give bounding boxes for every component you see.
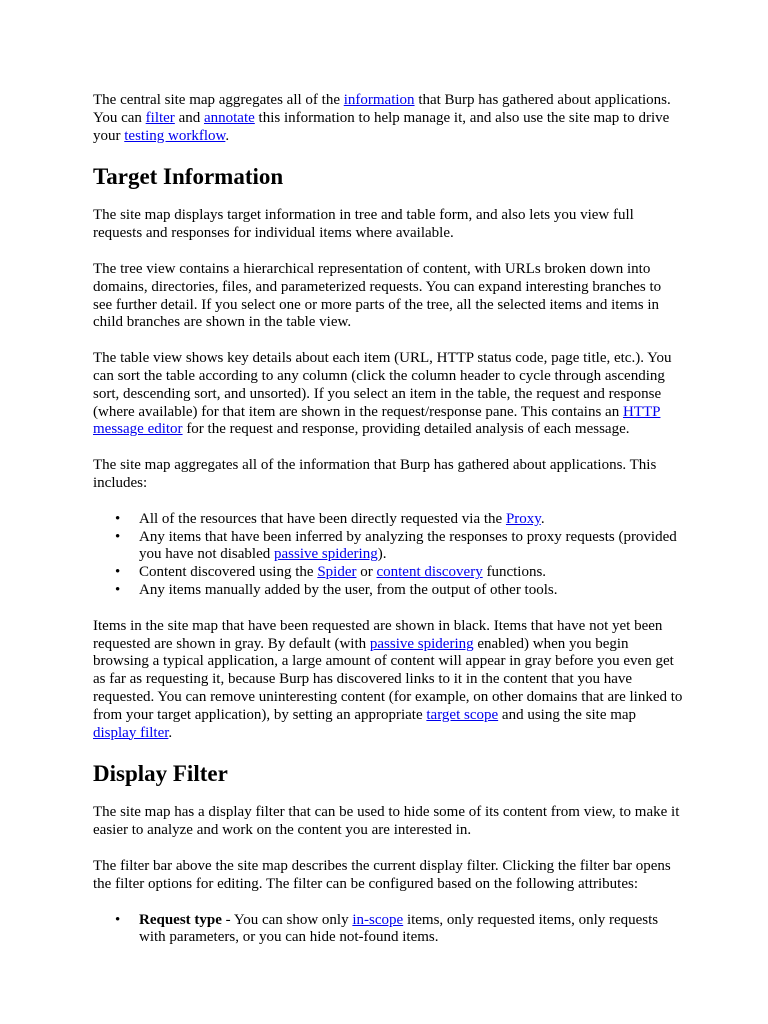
- site-map-includes-list: [93, 511, 683, 600]
- bullet: •: [115, 564, 121, 581]
- target-info-paragraph-1: The site map displays target information in tree and table form, and also lets you view full requests and responses for individual items where available.: [93, 207, 634, 242]
- in-scope-link[interactable]: in-scope: [352, 911, 404, 928]
- information-link[interactable]: information: [343, 92, 415, 108]
- intro-paragraph: [93, 92, 683, 145]
- filter-link[interactable]: filter: [145, 109, 175, 126]
- list-item: [93, 912, 683, 948]
- aggregates-paragraph: The site map aggregates all of the information that Burp has gathered about applications. This includes:: [93, 457, 657, 491]
- list-item-text: items, only requested items, only requests with parameters, or you can hide not-found items.: [139, 911, 659, 946]
- testing-workflow-link[interactable]: testing workflow: [124, 127, 226, 144]
- target-information-heading: Target Information: [93, 164, 284, 190]
- list-item: [93, 582, 683, 600]
- passive-spidering-link[interactable]: passive spidering: [369, 635, 474, 652]
- proxy-link[interactable]: Proxy: [505, 510, 541, 527]
- paragraph-text: and using the site map: [498, 706, 637, 723]
- list-item-text: .: [540, 510, 545, 527]
- intro-text: .: [225, 127, 230, 144]
- requested-items-paragraph: [93, 618, 683, 743]
- request-type-label: Request type: [139, 911, 222, 928]
- display-filter-heading: Display Filter: [93, 761, 228, 787]
- list-item: [93, 564, 683, 582]
- paragraph-text: Items in the site map that have been requested are shown in black. Items that have not yet been requested are shown in gray. By default (with: [93, 617, 663, 652]
- document-content: [93, 92, 683, 965]
- list-item-text: ).: [377, 546, 387, 563]
- passive-spidering-link[interactable]: passive spidering: [273, 546, 378, 563]
- intro-text: The central site map aggregates all of the: [93, 92, 344, 108]
- spider-link[interactable]: Spider: [317, 564, 357, 581]
- intro-text: this information to help manage it, and also use the site map to drive your: [93, 109, 670, 144]
- list-item-text: Any items that have been inferred by analyzing the responses to proxy requests (provided you have not disabled: [139, 528, 677, 563]
- list-item: [93, 529, 683, 565]
- filter-attributes-list: [93, 912, 683, 948]
- table-view-paragraph: [93, 350, 683, 439]
- list-item-text: functions.: [482, 564, 547, 581]
- bullet: •: [115, 581, 121, 598]
- display-filter-paragraph-1: The site map has a display filter that can be used to hide some of its content from view, to make it easier to analyze and work on the content you are interested in.: [93, 804, 680, 839]
- display-filter-paragraph-2: The filter bar above the site map describes the current display filter. Clicking the filter bar opens the filter options for editing. The filter can be configured based on the following attributes:: [93, 857, 671, 892]
- display-filter-link[interactable]: display filter: [93, 724, 169, 741]
- tree-view-paragraph: The tree view contains a hierarchical representation of content, with URLs broken down into domains, directories, files, and parameterized requests. You can expand interesting branches to see further detail. If you select one or more parts of the tree, all the selected items and items in child branches are shown in the table view.: [93, 260, 662, 331]
- list-item-text: Content discovered using the: [139, 564, 318, 581]
- annotate-link[interactable]: annotate: [203, 109, 255, 126]
- intro-text: that Burp has gathered about applications. You can: [93, 92, 671, 126]
- paragraph-text: .: [168, 724, 173, 741]
- bullet: •: [115, 528, 121, 545]
- http-message-editor-link[interactable]: HTTP message editor: [93, 403, 661, 438]
- list-item-text: All of the resources that have been directly requested via the: [139, 510, 506, 527]
- paragraph-text: The table view shows key details about each item (URL, HTTP status code, page title, etc.). You can sort the table according to any column (click the column header to cycle through ascending sort, descending sort, and unsorted). If you select an item in the table, the request and response (where available) for that item are shown in the request/response pane. This contains an: [93, 350, 672, 420]
- bullet: •: [115, 911, 121, 928]
- list-item-text: Any items manually added by the user, from the output of other tools.: [139, 581, 558, 598]
- target-scope-link[interactable]: target scope: [426, 706, 499, 723]
- paragraph-text: enabled) when you begin browsing a typical application, a large amount of content will appear in gray before you even get as far as requesting it, because Burp has discovered links to it in the content that you have requested. You can remove uninteresting content (for example, on other domains that are linked to from your target application), by setting an appropriate: [93, 635, 683, 723]
- list-item-text: - You can show only: [221, 911, 353, 928]
- bullet: •: [115, 510, 121, 527]
- list-item-text: or: [356, 564, 377, 581]
- intro-text: and: [174, 109, 204, 126]
- paragraph-text: for the request and response, providing detailed analysis of each message.: [182, 421, 630, 438]
- list-item: [93, 511, 683, 529]
- content-discovery-link[interactable]: content discovery: [376, 564, 483, 581]
